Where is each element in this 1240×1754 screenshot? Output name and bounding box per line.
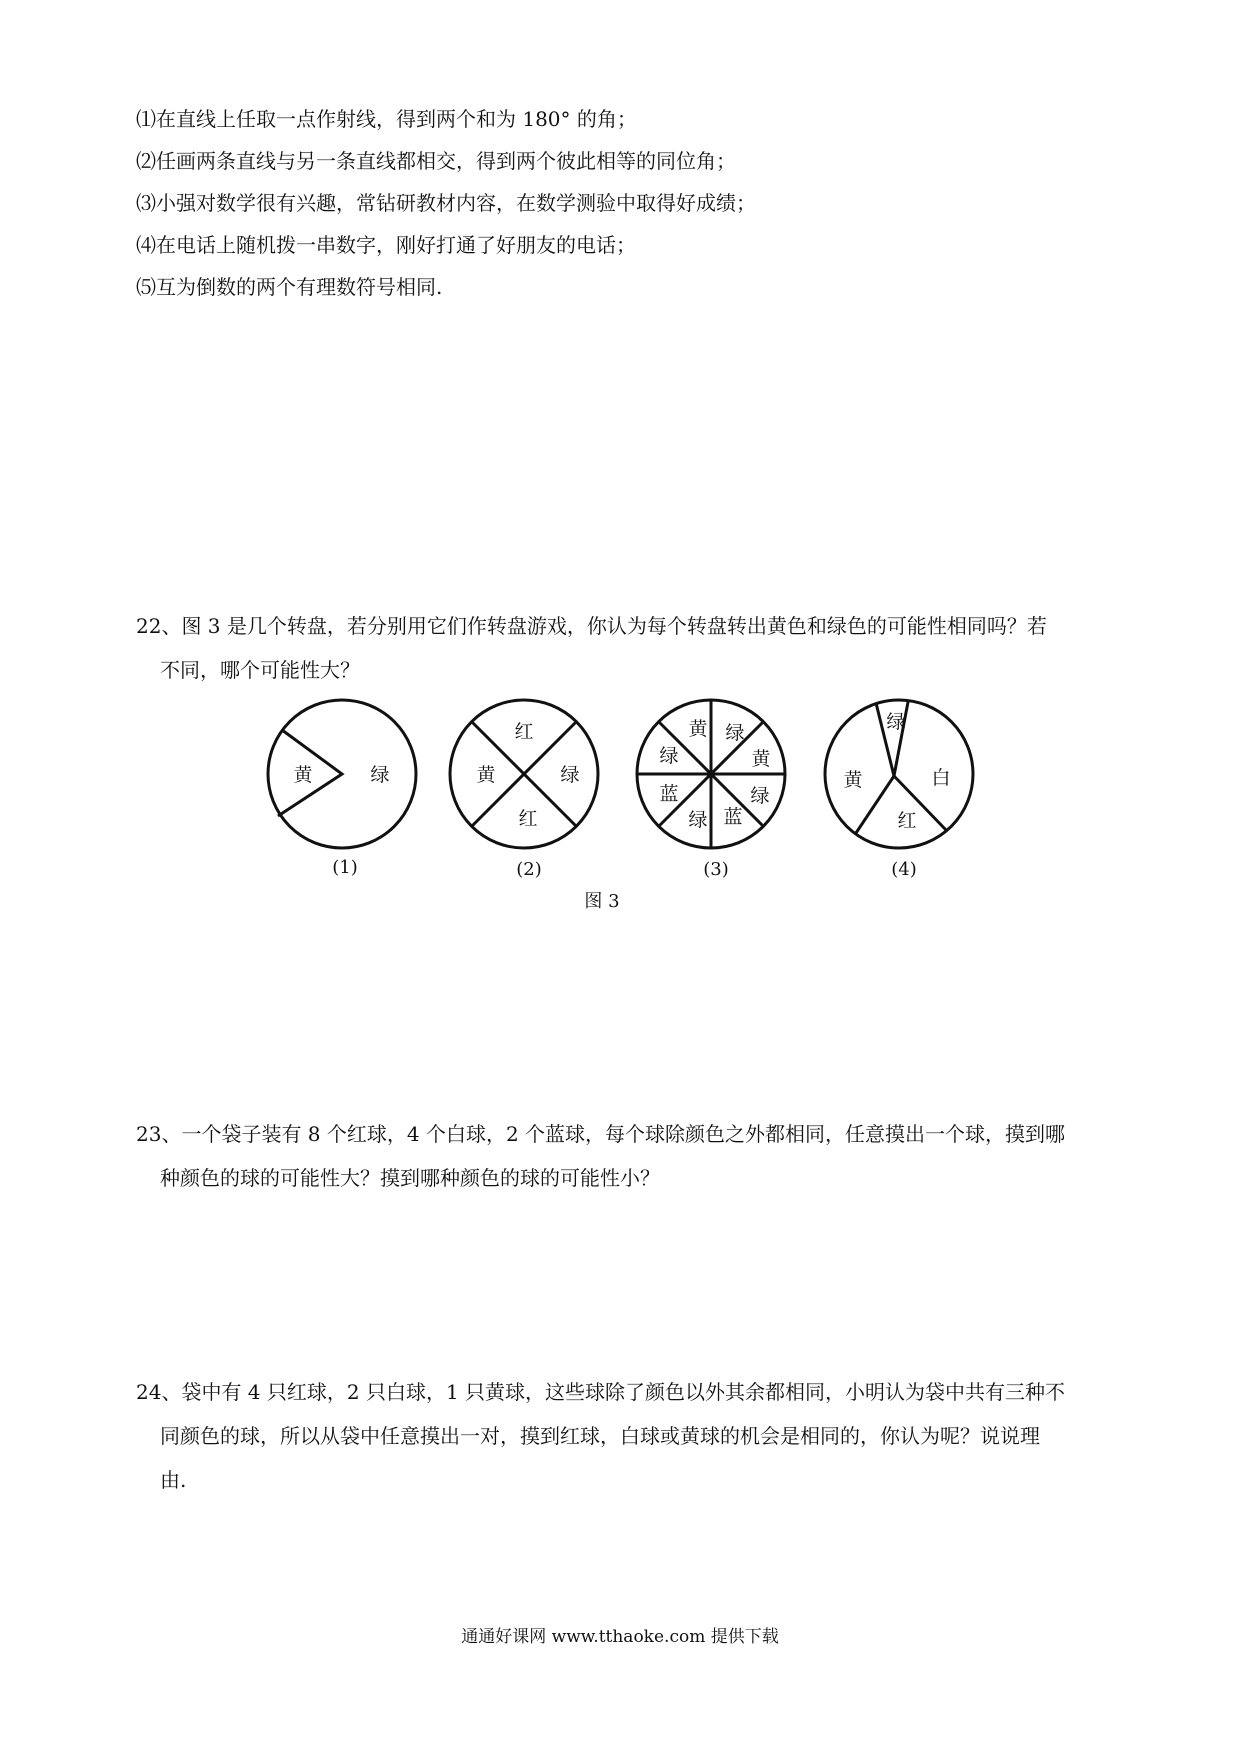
spinner-4-white: 白 — [931, 767, 951, 789]
spinner-3-sector-8: 绿 — [659, 745, 679, 767]
question-22-line-2: 不同，哪个可能性大？ — [160, 658, 360, 682]
spinner-3-sector-4: 绿 — [750, 785, 770, 807]
spinner-3-sector-7: 蓝 — [659, 783, 679, 805]
statement-2: ⑵任画两条直线与另一条直线都相交，得到两个彼此相等的同位角； — [136, 149, 736, 173]
spinner-4-label: (4) — [891, 859, 917, 880]
figure-caption: 图 3 — [584, 891, 620, 912]
spinner-4-red: 红 — [897, 810, 917, 832]
question-22 — [136, 604, 1047, 692]
question-24-line-2: 同颜色的球，所以从袋中任意摸出一对，摸到红球，白球或黄球的机会是相同的，你认为呢？说说理 — [160, 1424, 1040, 1448]
spinner-2-label: (2) — [516, 859, 542, 880]
question-23-line-1: 23、一个袋子装有 8 个红球，4 个白球，2 个蓝球，每个球除颜色之外都相同，任意摸出一个球，摸到哪 — [136, 1122, 1066, 1146]
question-24-line-1: 24、袋中有 4 只红球，2 只白球，1 只黄球，这些球除了颜色以外其余都相同，小明认为袋中共有三种不 — [136, 1380, 1066, 1404]
statement-5: ⑸互为倒数的两个有理数符号相同. — [136, 275, 443, 299]
spinner-1-yellow: 黄 — [293, 764, 313, 786]
spinner-3-sector-2: 绿 — [725, 722, 745, 744]
spinner-4-green: 绿 — [886, 711, 906, 733]
spinner-3-sector-6: 绿 — [688, 809, 708, 831]
statement-list — [136, 98, 756, 308]
question-24-line-3: 由. — [160, 1468, 187, 1492]
page-footer: 通通好课网 www.tthaoke.com 提供下载 — [461, 1627, 779, 1647]
question-22-line-1: 22、图 3 是几个转盘，若分别用它们作转盘游戏，你认为每个转盘转出黄色和绿色的可能性相同吗？若 — [136, 614, 1047, 638]
spinner-3-sector-3: 黄 — [751, 748, 771, 770]
spinner-2-bottom: 红 — [518, 808, 538, 830]
spinner-2-right: 绿 — [560, 764, 580, 786]
spinner-2-left: 黄 — [476, 764, 496, 786]
spinner-2-top: 红 — [514, 721, 534, 743]
statement-4: ⑷在电话上随机拨一串数字，刚好打通了好朋友的电话； — [136, 233, 636, 257]
spinner-3-sector-5: 蓝 — [723, 806, 743, 828]
spinner-1-label: (1) — [332, 857, 358, 878]
spinner-4-yellow: 黄 — [843, 769, 863, 791]
question-23 — [136, 1112, 1065, 1200]
statement-3: ⑶小强对数学很有兴趣，常钻研教材内容，在数学测验中取得好成绩； — [136, 191, 756, 215]
spinner-figure — [0, 690, 1240, 930]
statement-1: ⑴在直线上任取一点作射线，得到两个和为 180° 的角； — [136, 107, 637, 131]
spinner-1-green: 绿 — [370, 764, 390, 786]
question-23-line-2: 种颜色的球的可能性大？摸到哪种颜色的球的可能性小？ — [160, 1166, 660, 1190]
spinner-3-sector-1: 黄 — [688, 718, 708, 740]
question-24 — [136, 1370, 1065, 1502]
spinner-3-label: (3) — [703, 859, 729, 880]
